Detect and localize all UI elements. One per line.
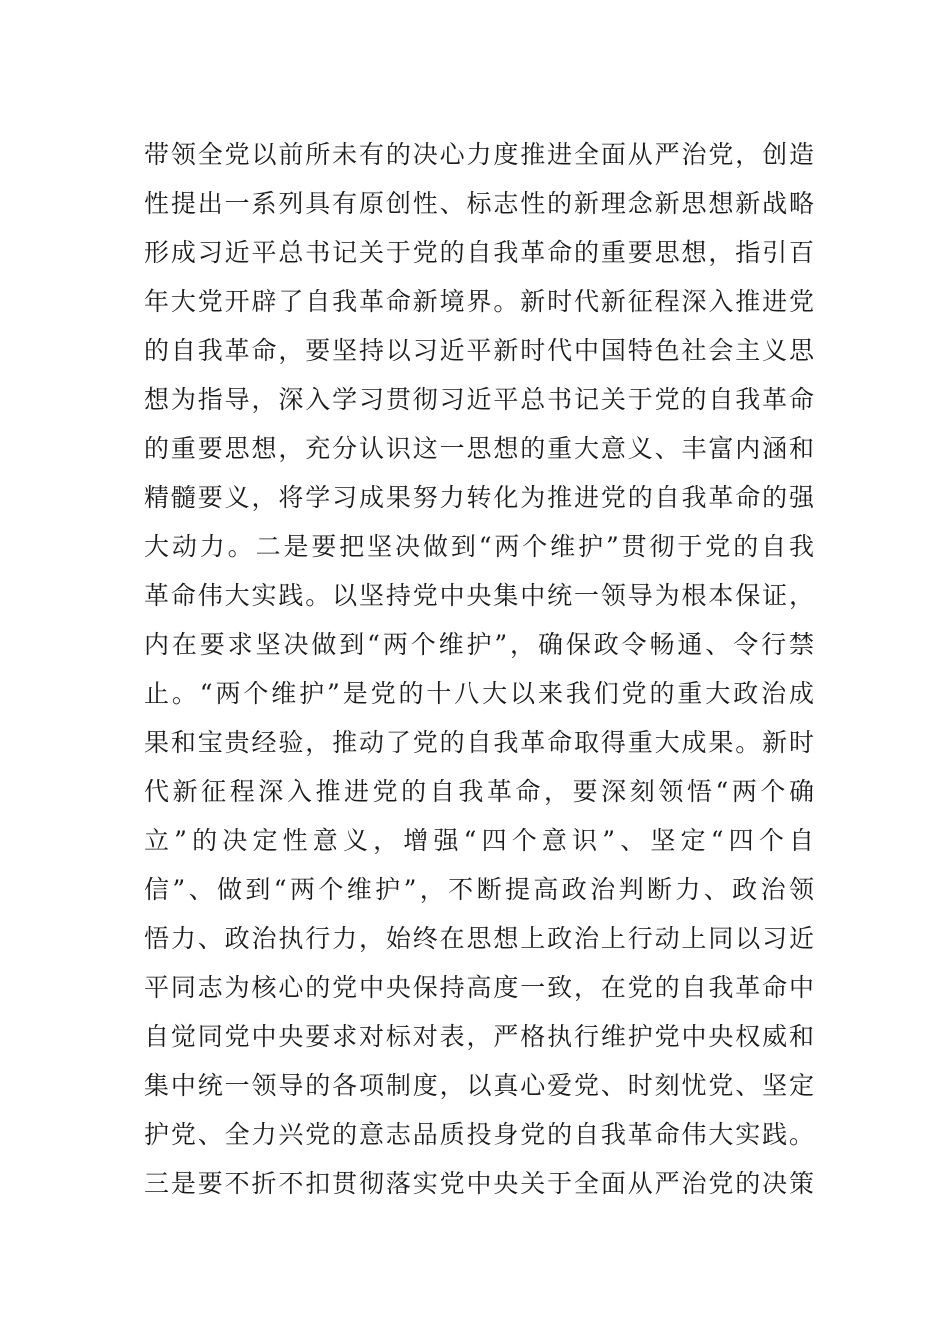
text-line: 止。“两个维护”是党的十八大以来我们党的重大政治成	[144, 679, 814, 708]
text-line: 三是要不折不扣贯彻落实党中央关于全面从严治党的决策	[144, 1169, 814, 1198]
text-line: 的自我革命，要坚持以习近平新时代中国特色社会主义思	[144, 336, 814, 365]
text-line: 自觉同党中央要求对标对表，严格执行维护党中央权威和	[144, 1022, 814, 1051]
text-line: 护党、全力兴党的意志品质投身党的自我革命伟大实践。	[144, 1120, 814, 1149]
text-line: 精髓要义，将学习成果努力转化为推进党的自我革命的强	[144, 483, 814, 512]
text-line: 集中统一领导的各项制度，以真心爱党、时刻忧党、坚定	[144, 1071, 814, 1100]
text-line: 果和宝贵经验，推动了党的自我革命取得重大成果。新时	[144, 728, 814, 757]
text-line: 年大党开辟了自我革命新境界。新时代新征程深入推进党	[144, 287, 814, 316]
text-line: 立”的决定性意义，增强“四个意识”、坚定“四个自	[144, 826, 814, 855]
text-line: 信”、做到“两个维护”，不断提高政治判断力、政治领	[144, 875, 814, 904]
text-line: 大动力。二是要把坚决做到“两个维护”贯彻于党的自我	[144, 532, 814, 561]
text-line: 带领全党以前所未有的决心力度推进全面从严治党，创造	[144, 140, 814, 169]
text-line: 的重要思想，充分认识这一思想的重大意义、丰富内涵和	[144, 434, 814, 463]
text-line: 想为指导，深入学习贯彻习近平总书记关于党的自我革命	[144, 385, 814, 414]
text-line: 革命伟大实践。以坚持党中央集中统一领导为根本保证，	[144, 581, 814, 610]
text-line: 性提出一系列具有原创性、标志性的新理念新思想新战略	[144, 189, 814, 218]
text-line: 平同志为核心的党中央保持高度一致，在党的自我革命中	[144, 973, 814, 1002]
text-line: 代新征程深入推进党的自我革命，要深刻领悟“两个确	[144, 777, 814, 806]
text-line: 内在要求坚决做到“两个维护”，确保政令畅通、令行禁	[144, 630, 814, 659]
text-line: 悟力、政治执行力，始终在思想上政治上行动上同以习近	[144, 924, 814, 953]
body-text	[144, 130, 814, 1208]
text-line: 形成习近平总书记关于党的自我革命的重要思想，指引百	[144, 238, 814, 267]
